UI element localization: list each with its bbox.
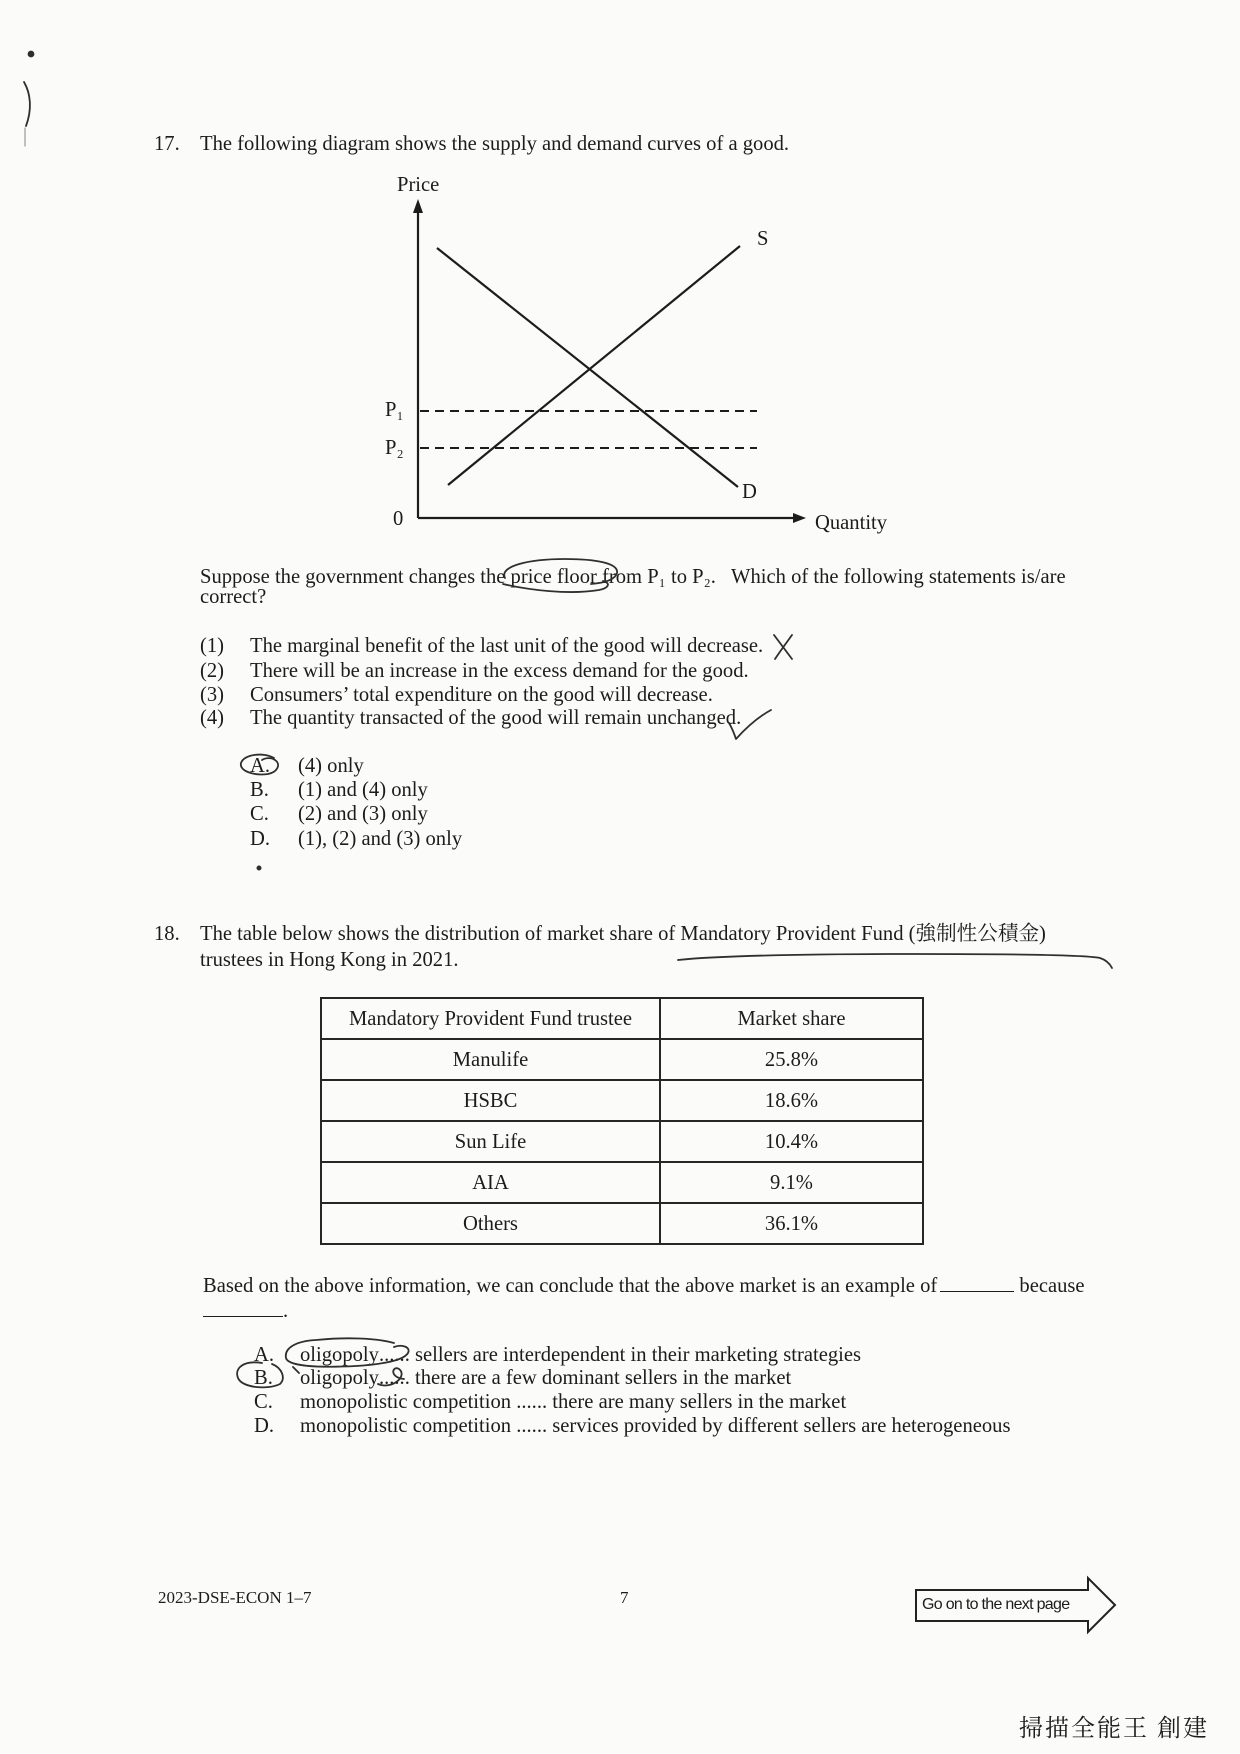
supply-demand-diagram [360, 170, 900, 550]
option-d [254, 1414, 1011, 1438]
option-letter: D. [254, 1415, 275, 1437]
option-letter: B. [250, 779, 269, 801]
option-term [300, 1366, 379, 1390]
mpf-phrase-text: Mandatory Provident Fund (強制性公積金) [680, 923, 1046, 945]
statement-1 [200, 633, 795, 661]
scan-dot [29, 52, 34, 57]
statement-text: Consumers’ total expenditure on the good will decrease. [250, 684, 713, 706]
handwritten-check-icon [727, 708, 773, 742]
statement-number: (2) [200, 660, 225, 682]
handwritten-cross-icon [771, 633, 795, 661]
question-18-stem-line-2: trustees in Hong Kong in 2021. [200, 949, 459, 971]
supply-curve-label: S [757, 228, 769, 250]
trustee-cell: Others [321, 1203, 660, 1244]
option-reason: ...... there are many sellers in the market [511, 1391, 847, 1413]
x-axis-arrow [793, 513, 806, 523]
trustee-cell: AIA [321, 1162, 660, 1203]
handwritten-underline-mark [676, 950, 1116, 974]
option-term-text: monopolistic competition [300, 1415, 512, 1437]
option-letter: C. [250, 803, 269, 825]
question-18-number: 18. [154, 923, 180, 945]
statement-text: The marginal benefit of the last unit of the good will decrease. [250, 635, 764, 657]
table-row [321, 1121, 923, 1162]
option-text: (1), (2) and (3) only [298, 828, 463, 850]
option-reason: ...... services provided by different sellers are heterogeneous [511, 1415, 1011, 1437]
option-letter-text: A. [250, 755, 271, 777]
option-c [250, 802, 428, 826]
option-text: (2) and (3) only [298, 803, 428, 825]
question-18-stem-line-1 [200, 922, 1046, 946]
option-c [254, 1390, 846, 1414]
scanner-watermark: 掃描全能王 創建 [1019, 1716, 1209, 1742]
table-header-row [321, 998, 923, 1039]
prompt-text: . [283, 1300, 289, 1322]
option-b [254, 1366, 791, 1390]
trustee-cell: HSBC [321, 1080, 660, 1121]
question-17-number: 17. [154, 133, 180, 155]
market-share-cell: 25.8% [660, 1039, 923, 1080]
table-row [321, 1039, 923, 1080]
market-share-cell: 9.1% [660, 1162, 923, 1203]
price-floor-text: price floor [510, 566, 597, 588]
table-header-market-share: Market share [660, 998, 923, 1039]
option-a [250, 754, 364, 778]
answer-blank [203, 1298, 283, 1317]
prompt-text: Suppose the government changes the [200, 566, 511, 588]
statement-2 [200, 659, 749, 683]
table-row [321, 1203, 923, 1244]
market-share-cell: 10.4% [660, 1121, 923, 1162]
question-18-prompt-line-1 [203, 1273, 1085, 1298]
page-number: 7 [620, 1588, 629, 1607]
option-term-text: oligopoly [300, 1344, 379, 1366]
table-row [321, 1162, 923, 1203]
option-a [254, 1343, 861, 1367]
option-term-text: oligopoly [300, 1367, 379, 1389]
market-share-cell: 18.6% [660, 1080, 923, 1121]
option-letter: D. [250, 828, 271, 850]
option-text: (1) and (4) only [298, 779, 428, 801]
table-header-trustee: Mandatory Provident Fund trustee [321, 998, 660, 1039]
option-b [250, 778, 428, 802]
x-axis-label: Quantity [815, 512, 888, 534]
answer-blank [940, 1273, 1014, 1292]
statement-number: (1) [200, 635, 225, 657]
prompt-text: from P₁ to P₂. Which of the following statements is/are [596, 566, 1066, 588]
question-17-stem: The following diagram shows the supply and demand curves of a good. [200, 133, 790, 155]
option-term-text: monopolistic competition [300, 1391, 512, 1413]
market-share-table [320, 997, 924, 1245]
statement-number: (3) [200, 684, 225, 706]
price-p1-label: P₁ [385, 399, 404, 421]
statement-text: The quantity transacted of the good will remain unchanged. [250, 707, 742, 729]
prompt-text: Based on the above information, we can conclude that the above market is an example of [203, 1275, 938, 1297]
option-reason: ...... sellers are interdependent in their marketing strategies [378, 1344, 862, 1366]
option-letter: A. [254, 1344, 275, 1366]
option-letter [250, 754, 298, 778]
y-axis-label: Price [397, 174, 440, 196]
demand-curve-label: D [742, 481, 757, 503]
option-d [250, 827, 462, 851]
trustee-cell: Sun Life [321, 1121, 660, 1162]
stem-text: The table below shows the distribution of market share of [200, 923, 681, 945]
statement-text: There will be an increase in the excess demand for the good. [250, 660, 749, 682]
supply-curve [448, 246, 740, 485]
y-axis-arrow [413, 199, 423, 213]
question-18-prompt-line-2 [203, 1298, 288, 1323]
prompt-text: because [1014, 1275, 1085, 1297]
option-letter: C. [254, 1391, 273, 1413]
price-floor-phrase [511, 565, 597, 589]
mpf-phrase [680, 922, 1046, 946]
paper-code: 2023-DSE-ECON 1–7 [158, 1588, 312, 1607]
option-term [300, 1343, 379, 1367]
origin-label: 0 [393, 508, 404, 530]
stray-pen-dot [257, 866, 260, 869]
option-reason: ...... there are a few dominant sellers in the market [378, 1367, 792, 1389]
question-17-prompt-line-1 [200, 565, 1066, 589]
statement-number: (4) [200, 707, 225, 729]
scan-edge-stroke [24, 82, 30, 126]
statement-3 [200, 683, 713, 707]
price-p2-label: P₂ [385, 437, 404, 459]
table-row [321, 1080, 923, 1121]
market-share-cell: 36.1% [660, 1203, 923, 1244]
question-17-prompt-line-2: correct? [200, 586, 267, 608]
trustee-cell: Manulife [321, 1039, 660, 1080]
option-text: (4) only [298, 755, 364, 777]
option-letter-text: B. [254, 1367, 273, 1389]
statement-4 [200, 706, 773, 742]
next-page-label: Go on to the next page [922, 1596, 1070, 1613]
option-letter [254, 1366, 300, 1390]
